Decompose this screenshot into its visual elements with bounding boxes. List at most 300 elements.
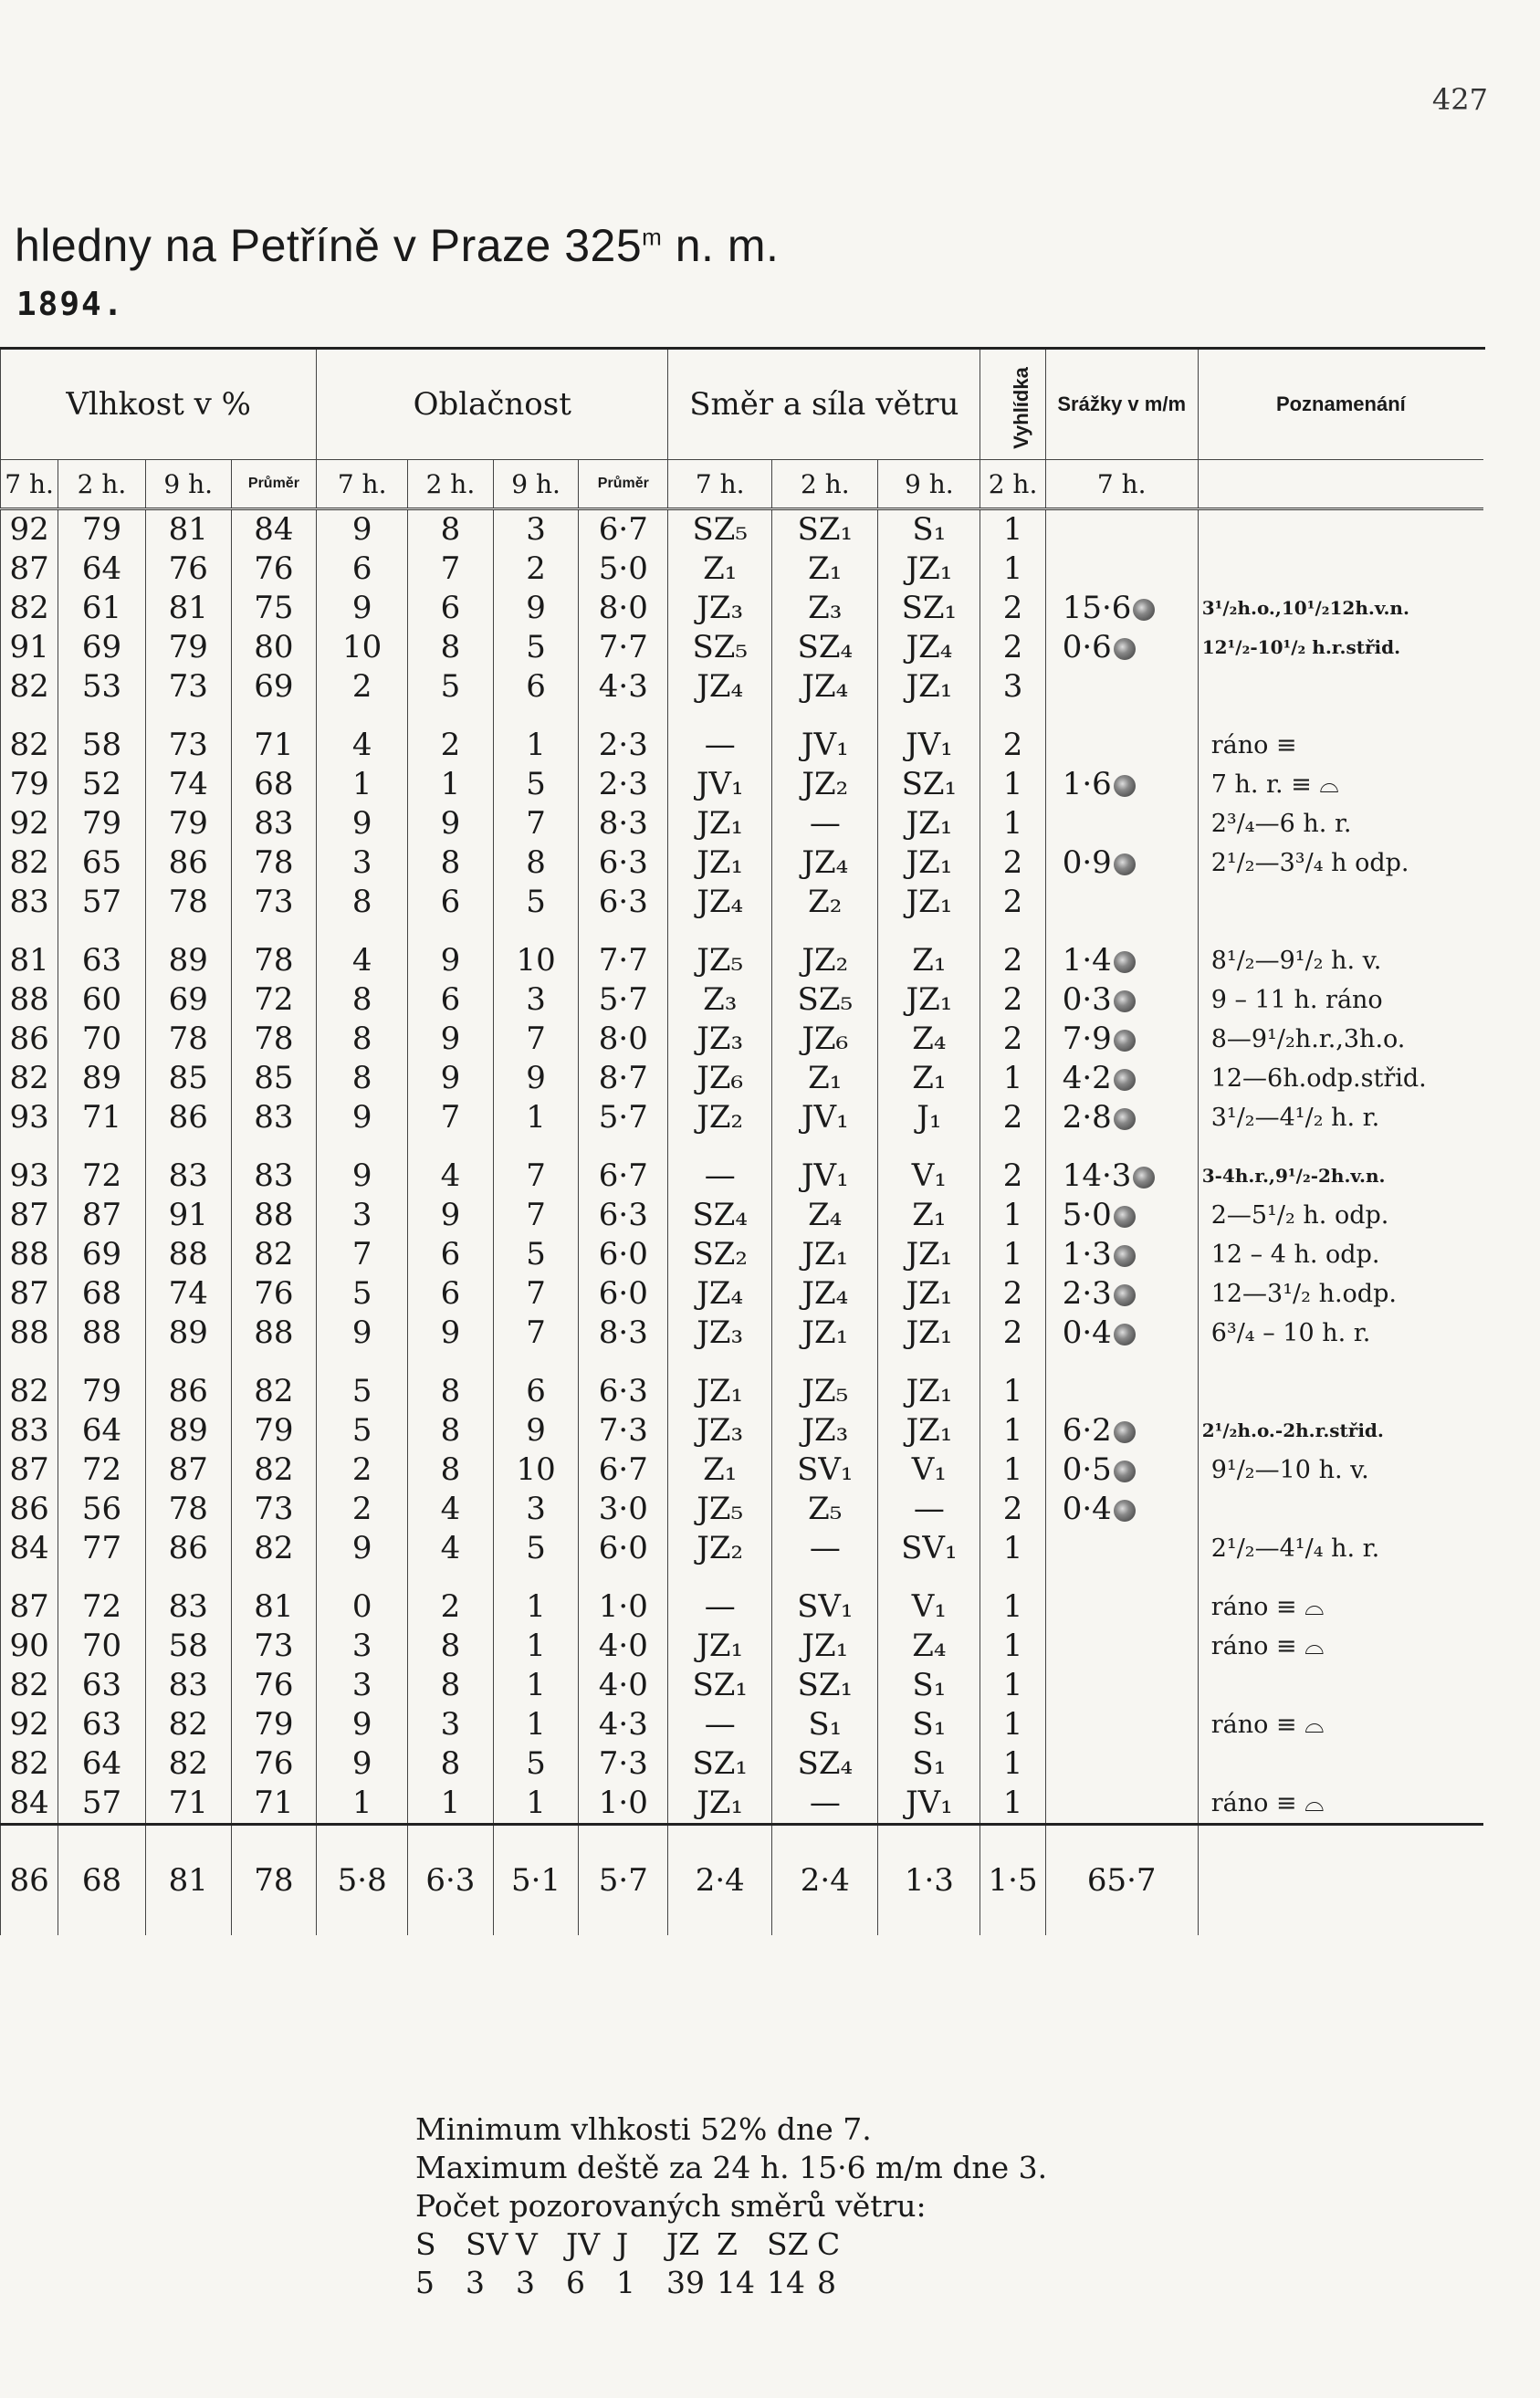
rain-symbol-icon [1114,1500,1136,1522]
rain-symbol-icon [1114,1461,1136,1482]
table-cell: — [772,804,878,843]
table-cell: 1 [408,1784,494,1825]
group-spacer [1,1353,1484,1372]
spacer-cell [231,922,317,941]
spacer-cell [1,1353,58,1372]
table-cell: 4·0 [579,1627,668,1666]
table-cell: 6 [408,1235,494,1274]
table-row [1,1666,1484,1705]
spacer-cell [1198,1137,1483,1157]
subheader-cell: 2 h. [772,460,878,509]
table-row [1,1450,1484,1490]
table-cell: 5·0 [579,550,668,589]
table-cell: ráno ≡ ⌓ [1198,1784,1483,1825]
spacer-cell [772,1137,878,1157]
table-cell: 86 [145,1529,231,1568]
rain-symbol-icon [1114,775,1136,797]
table-cell: 82 [1,1059,58,1098]
table-cell: 10 [493,1450,579,1490]
table-cell: 7 h. r. ≡ ⌓ [1198,765,1483,804]
table-cell: JZ₃ [668,1020,772,1059]
table-cell: 2 [317,667,408,707]
summary-block [415,2110,1047,2302]
table-cell [1045,883,1198,922]
table-cell: Z₂ [772,883,878,922]
table-cell: SZ₄ [772,628,878,667]
table-cell: — [668,1587,772,1627]
table-cell: JZ₁ [668,1627,772,1666]
table-cell: 7 [493,1274,579,1314]
table-cell: 76 [145,550,231,589]
table-cell: 53 [58,667,146,707]
table-cell: 92 [1,509,58,550]
table-cell: 70 [58,1020,146,1059]
spacer-cell [231,1353,317,1372]
total-cell: 1·3 [878,1825,980,1936]
table-cell: SZ₁ [772,509,878,550]
table-cell: 83 [1,1411,58,1450]
table-cell: 81 [1,941,58,980]
spacer-cell [668,1568,772,1587]
table-row [1,1372,1484,1411]
table-cell: 2 [980,941,1045,980]
table-cell: 4·2 [1045,1059,1198,1098]
table-cell: SZ₁ [878,765,980,804]
table-cell: 88 [1,1235,58,1274]
spacer-cell [408,1137,494,1157]
spacer-cell [980,1568,1045,1587]
wind-direction-count: 6 [566,2265,585,2300]
table-cell: JZ₁ [878,1274,980,1314]
table-cell: 2 [980,1157,1045,1196]
table-cell: SZ₅ [772,980,878,1020]
table-cell: 61 [58,589,146,628]
table-cell: 7·3 [579,1411,668,1450]
table-cell: 63 [58,1705,146,1744]
table-cell: 8 [408,1744,494,1784]
table-cell: 87 [1,1274,58,1314]
table-cell: S₁ [878,509,980,550]
table-cell: 63 [58,1666,146,1705]
table-cell [1198,1666,1483,1705]
table-cell: JZ₂ [772,941,878,980]
spacer-cell [1198,922,1483,941]
table-cell: 7·3 [579,1744,668,1784]
table-cell: 5 [493,883,579,922]
table-cell: 79 [1,765,58,804]
table-row [1,1059,1484,1098]
table-cell: 82 [231,1235,317,1274]
table-cell: 5 [493,628,579,667]
table-cell: 6 [408,980,494,1020]
table-cell: 56 [58,1490,146,1529]
subheader-row [1,460,1484,509]
table-cell: 1 [493,1784,579,1825]
table-cell: 1 [980,1059,1045,1098]
table-cell: 7·7 [579,628,668,667]
table-cell: 2 [980,1020,1045,1059]
table-cell: JZ₁ [878,1411,980,1450]
table-row [1,804,1484,843]
table-cell: 89 [145,1411,231,1450]
table-cell: 5 [317,1372,408,1411]
table-cell [1045,550,1198,589]
table-cell: 73 [231,883,317,922]
header-smer: Směr a síla větru [668,350,980,460]
table-cell: 6·0 [579,1235,668,1274]
table-cell: 2 [980,589,1045,628]
table-cell: JZ₆ [772,1020,878,1059]
table-cell: SZ₁ [668,1666,772,1705]
table-cell: Z₄ [772,1196,878,1235]
table-cell: 6 [317,550,408,589]
table-cell: 2 [980,726,1045,765]
page-title [15,219,779,272]
table-cell: Z₁ [668,550,772,589]
table-cell: 12—6h.odp.střid. [1198,1059,1483,1098]
table-cell: 88 [231,1196,317,1235]
table-cell: — [668,1157,772,1196]
table-cell: 4·3 [579,1705,668,1744]
table-cell: — [772,1784,878,1825]
table-cell [1198,1372,1483,1411]
table-cell: 1 [408,765,494,804]
table-cell: 86 [145,1098,231,1137]
table-cell: 93 [1,1157,58,1196]
spacer-cell [493,707,579,726]
table-cell: 1 [317,765,408,804]
table-cell: 64 [58,1411,146,1450]
table-cell: 3 [980,667,1045,707]
rain-symbol-icon [1114,1206,1136,1228]
subheader-cell: 7 h. [317,460,408,509]
spacer-cell [317,922,408,941]
table-cell: 0·9 [1045,843,1198,883]
spacer-cell [231,1137,317,1157]
rain-symbol-icon [1114,951,1136,973]
table-cell: 86 [145,843,231,883]
table-cell: 5 [493,765,579,804]
table-cell [1198,1744,1483,1784]
table-cell: 8 [317,1020,408,1059]
title-unit: m [642,223,663,251]
table-cell: 1 [980,1450,1045,1490]
table-cell: 7 [317,1235,408,1274]
table-cell: 82 [1,1666,58,1705]
table-cell: 9 [317,1314,408,1353]
wind-direction-count: 8 [817,2265,836,2300]
spacer-cell [317,1353,408,1372]
table-cell: 78 [145,1490,231,1529]
table-cell: 2 [980,1490,1045,1529]
spacer-cell [1045,1353,1198,1372]
table-cell: SZ₂ [668,1235,772,1274]
table-cell: 1 [980,1744,1045,1784]
table-cell: 5 [493,1235,579,1274]
subheader-cell: 9 h. [145,460,231,509]
table-cell: 6 [408,1274,494,1314]
table-cell: 1 [980,804,1045,843]
spacer-cell [878,1137,980,1157]
spacer-cell [58,922,146,941]
table-cell: 2 [980,1314,1045,1353]
spacer-cell [231,1568,317,1587]
table-cell: 91 [145,1196,231,1235]
table-cell: 76 [231,1274,317,1314]
table-cell: 7 [408,1098,494,1137]
table-cell: JZ₄ [878,628,980,667]
table-cell: 87 [1,550,58,589]
spacer-cell [772,707,878,726]
table-cell: 5·0 [1045,1196,1198,1235]
subheader-cell: 7 h. [1,460,58,509]
table-cell: 72 [231,980,317,1020]
spacer-cell [493,1137,579,1157]
table-cell: 2—5¹/₂ h. odp. [1198,1196,1483,1235]
table-cell: 88 [58,1314,146,1353]
table-cell: JZ₅ [668,1490,772,1529]
table-cell: — [878,1490,980,1529]
table-cell: 6·0 [579,1274,668,1314]
table-cell: 87 [58,1196,146,1235]
summary-wind-count-title: Počet pozorovaných směrů větru: [415,2188,927,2224]
table-cell: Z₁ [878,1059,980,1098]
table-cell: 69 [145,980,231,1020]
table-cell: JZ₁ [668,843,772,883]
table-cell: 72 [58,1157,146,1196]
table-cell: 4 [408,1490,494,1529]
wind-direction-count: 14 [767,2265,805,2300]
table-cell: Z₄ [878,1020,980,1059]
table-row [1,667,1484,707]
table-cell: 82 [145,1705,231,1744]
table-cell [1045,1372,1198,1411]
table-cell: 1 [980,550,1045,589]
table-cell: 1 [980,1627,1045,1666]
table-cell: 1 [980,1587,1045,1627]
table-cell: JZ₅ [772,1372,878,1411]
table-cell: 89 [58,1059,146,1098]
table-cell: Z₁ [772,550,878,589]
wind-direction-count: 3 [516,2265,535,2300]
table-cell: JZ₂ [668,1529,772,1568]
table-cell: 70 [58,1627,146,1666]
table-cell: JZ₄ [668,883,772,922]
table-cell [1045,1744,1198,1784]
table-cell: 0·3 [1045,980,1198,1020]
table-cell: 87 [1,1196,58,1235]
table-cell: 82 [1,589,58,628]
table-cell: 2¹/₂—3³/₄ h odp. [1198,843,1483,883]
table-cell: 8·3 [579,804,668,843]
table-cell: 6·3 [579,883,668,922]
rain-symbol-icon [1114,1108,1136,1130]
table-cell [1045,1705,1198,1744]
wind-direction-count: 5 [415,2265,435,2300]
table-cell: 9 [408,941,494,980]
table-cell: 1·0 [579,1587,668,1627]
table-cell [1045,1784,1198,1825]
table-cell: JZ₁ [668,1784,772,1825]
table-cell: Z₅ [772,1490,878,1529]
total-cell: 78 [231,1825,317,1936]
table-cell [1045,726,1198,765]
table-cell: V₁ [878,1157,980,1196]
wind-direction-label: C [817,2226,841,2262]
table-cell: JZ₃ [772,1411,878,1450]
table-cell: 1 [493,1705,579,1744]
table-cell: 76 [231,1744,317,1784]
wind-direction-count: 39 [666,2265,705,2300]
table-cell: 5 [493,1744,579,1784]
table-cell: 69 [58,1235,146,1274]
spacer-cell [317,707,408,726]
wind-direction-label: S [415,2226,436,2262]
table-cell: 3 [317,1666,408,1705]
table-cell: 1 [493,726,579,765]
table-cell: 82 [1,1372,58,1411]
table-cell: 83 [145,1587,231,1627]
table-cell: 57 [58,883,146,922]
table-cell: 6·3 [579,1372,668,1411]
table-cell: 8 [408,509,494,550]
table-cell: 8 [317,883,408,922]
table-cell: 8·0 [579,1020,668,1059]
table-cell: Z₄ [878,1627,980,1666]
table-cell: 9 – 11 h. ráno [1198,980,1483,1020]
wind-direction-label: V [516,2226,538,2262]
table-cell: 1·0 [579,1784,668,1825]
table-cell: 0·6 [1045,628,1198,667]
spacer-cell [579,707,668,726]
table-cell: ráno ≡ ⌓ [1198,1705,1483,1744]
totals-row [1,1825,1484,1936]
total-cell: 5·1 [493,1825,579,1936]
spacer-cell [408,922,494,941]
table-row [1,1274,1484,1314]
table-cell: 0 [317,1587,408,1627]
table-cell: 12 – 4 h. odp. [1198,1235,1483,1274]
table-cell: 3·0 [579,1490,668,1529]
table-cell: Z₁ [878,941,980,980]
table-cell: 72 [58,1450,146,1490]
table-cell: 2¹/₂—4¹/₄ h. r. [1198,1529,1483,1568]
table-cell: 88 [231,1314,317,1353]
table-cell: Z₁ [878,1196,980,1235]
total-cell: 5·7 [579,1825,668,1936]
table-cell: 9 [317,1705,408,1744]
table-cell: 84 [1,1784,58,1825]
table-cell: S₁ [878,1705,980,1744]
table-row [1,980,1484,1020]
table-cell: 2 [408,726,494,765]
table-cell: JZ₁ [772,1314,878,1353]
spacer-cell [1,1137,58,1157]
wind-direction-count: 14 [717,2265,755,2300]
table-cell: 1 [317,1784,408,1825]
table-cell: — [772,1529,878,1568]
table-cell [1045,804,1198,843]
table-cell [1045,1587,1198,1627]
table-cell: 79 [58,509,146,550]
total-cell: 2·4 [772,1825,878,1936]
table-cell: SZ₄ [668,1196,772,1235]
total-cell: 5·8 [317,1825,408,1936]
spacer-cell [408,1568,494,1587]
table-cell: 12¹/₂-10¹/₂ h.r.střid. [1198,628,1483,667]
spacer-cell [145,1353,231,1372]
table-cell: 3 [317,1196,408,1235]
table-cell: 9 [493,1411,579,1450]
table-row [1,765,1484,804]
table-cell: JZ₁ [878,1314,980,1353]
spacer-cell [772,1353,878,1372]
table-cell: 9 [408,1059,494,1098]
table-cell: 8¹/₂—9¹/₂ h. v. [1198,941,1483,980]
table-cell: 82 [1,1744,58,1784]
table-cell: ráno ≡ ⌓ [1198,1627,1483,1666]
subheader-cell: 9 h. [878,460,980,509]
table-cell: 82 [1,843,58,883]
table-cell [1198,509,1483,550]
spacer-cell [1198,1568,1483,1587]
table-cell: 8 [408,1411,494,1450]
table-cell: JV₁ [668,765,772,804]
table-cell: JZ₁ [878,804,980,843]
table-cell: 6·7 [579,1157,668,1196]
spacer-cell [145,1137,231,1157]
table-cell: 7 [493,1157,579,1196]
spacer-cell [1198,1353,1483,1372]
spacer-cell [58,1353,146,1372]
subheader-cell: 2 h. [58,460,146,509]
table-cell: 3¹/₂h.o.,10¹/₂12h.v.n. [1198,589,1483,628]
table-cell: 1 [493,1666,579,1705]
table-cell: 0·5 [1045,1450,1198,1490]
table-cell: 2 [980,843,1045,883]
table-cell: 2 [493,550,579,589]
table-cell: 4·3 [579,667,668,707]
table-cell: 71 [58,1098,146,1137]
table-row [1,1627,1484,1666]
spacer-cell [408,1353,494,1372]
table-cell: SZ₁ [772,1666,878,1705]
table-cell: Z₃ [668,980,772,1020]
page-number: 427 [1431,82,1488,117]
table-cell: 79 [58,1372,146,1411]
wind-direction-label: JZ [666,2226,700,2262]
weather-table [0,350,1483,1935]
table-cell: 9 [408,1314,494,1353]
table-cell: 3¹/₂—4¹/₂ h. r. [1198,1098,1483,1137]
spacer-cell [878,707,980,726]
table-cell: 5 [317,1411,408,1450]
rain-symbol-icon [1114,1284,1136,1306]
table-cell: 7 [493,1314,579,1353]
subheader-cell: Průměr [579,460,668,509]
table-cell: JZ₁ [878,1372,980,1411]
table-cell: 1·6 [1045,765,1198,804]
total-cell: 65·7 [1045,1825,1198,1936]
table-cell: 71 [231,726,317,765]
table-cell: 65 [58,843,146,883]
table-cell: 5 [408,667,494,707]
table-cell: 1 [493,1627,579,1666]
table-cell: 9 [493,589,579,628]
table-cell: 2 [980,980,1045,1020]
wind-direction-label: Z [717,2226,738,2262]
spacer-cell [878,1568,980,1587]
